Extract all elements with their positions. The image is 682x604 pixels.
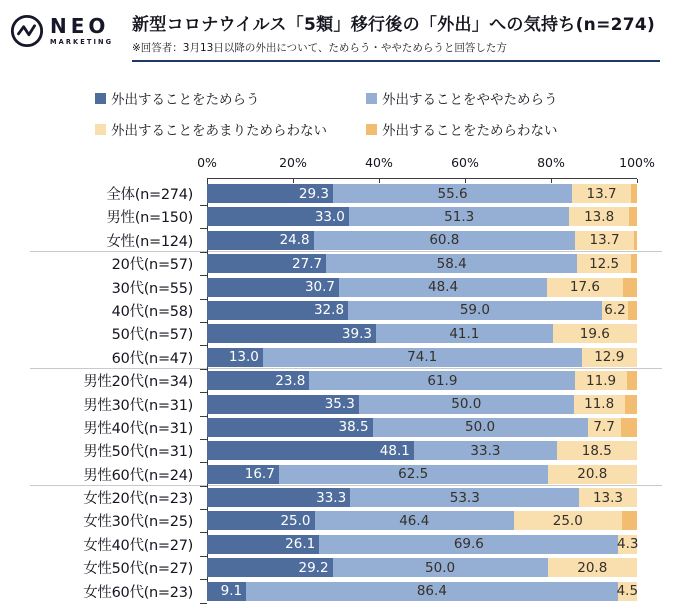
bar-segment-1: 62.5 <box>279 465 548 484</box>
chart-row <box>30 348 637 367</box>
bar-segment-0: 33.3 <box>207 488 350 507</box>
bar-track <box>207 395 637 414</box>
chart-row <box>30 278 637 297</box>
neo-marketing-logo <box>10 10 118 48</box>
bar-segment-2: 17.6 <box>547 278 623 297</box>
bar-segment-0: 32.8 <box>207 301 348 320</box>
bar-segment-3 <box>622 511 637 530</box>
row-label: 男性40代(n=31) <box>83 420 193 437</box>
x-axis <box>197 155 655 179</box>
x-axis-tick <box>551 179 552 183</box>
stacked-bar-chart <box>30 155 655 601</box>
bar-segment-1: 59.0 <box>348 301 602 320</box>
chart-row <box>30 441 637 460</box>
chart-row <box>30 535 637 554</box>
x-axis-tick <box>465 179 466 183</box>
bar-segment-3 <box>623 278 637 297</box>
row-boundary-tick <box>200 486 207 487</box>
row-boundary-tick <box>200 322 207 323</box>
row-label: 20代(n=57) <box>111 257 193 274</box>
chart-row <box>30 511 637 530</box>
bar-segment-3 <box>621 418 637 437</box>
row-label: 女性20代(n=23) <box>83 491 193 508</box>
chart-row <box>30 301 637 320</box>
x-axis-tick <box>637 179 638 183</box>
x-axis-tick <box>379 179 380 183</box>
row-boundary-tick <box>200 369 207 370</box>
bar-segment-0: 39.3 <box>207 324 376 343</box>
bar-segment-2: 6.2 <box>602 301 629 320</box>
row-label: 男性(n=150) <box>106 210 193 227</box>
chart-row <box>30 231 637 250</box>
row-boundary-tick <box>200 392 207 393</box>
bar-segment-0: 29.2 <box>207 558 333 577</box>
row-label: 男性30代(n=31) <box>83 397 193 414</box>
page-subtitle: ※回答者：3月13日以降の外出について、ためらう・ややためらうと回答した方 <box>132 42 507 54</box>
group-divider <box>30 485 662 486</box>
bar-track <box>207 301 637 320</box>
bar-segment-1: 50.0 <box>359 395 574 414</box>
legend-label: 外出することをややためらう <box>382 92 558 108</box>
bar-segment-2: 20.8 <box>548 465 637 484</box>
chart-row <box>30 371 637 390</box>
bar-segment-1: 69.6 <box>319 535 618 554</box>
group-divider <box>30 368 662 369</box>
bar-segment-2: 19.6 <box>553 324 637 343</box>
bar-segment-1: 48.4 <box>339 278 547 297</box>
row-boundary-tick <box>200 205 207 206</box>
bar-segment-3 <box>629 207 637 226</box>
logo-name: NEO <box>50 14 110 38</box>
legend-item-not-really-hesitate <box>95 119 366 139</box>
row-boundary-tick <box>200 509 207 510</box>
bar-segment-3 <box>631 184 637 203</box>
bar-segment-2: 4.3 <box>616 536 639 553</box>
bar-segment-1: 58.4 <box>326 254 577 273</box>
bar-track <box>207 465 637 484</box>
legend-label: 外出することをためらわない <box>382 123 558 139</box>
page-title: 新型コロナウイルス「5類」移行後の「外出」への気持ち(n=274) <box>132 15 656 35</box>
bar-segment-2: 12.9 <box>582 348 637 367</box>
bar-segment-0: 30.7 <box>207 278 339 297</box>
row-boundary-tick <box>200 439 207 440</box>
bar-segment-1: 61.9 <box>309 371 575 390</box>
bar-segment-2: 20.8 <box>548 558 637 577</box>
row-label: 60代(n=47) <box>111 350 193 367</box>
row-label: 女性50代(n=27) <box>83 561 193 578</box>
bar-segment-1: 33.3 <box>414 441 557 460</box>
chart-body <box>30 184 637 601</box>
bar-segment-0: 35.3 <box>207 395 359 414</box>
row-boundary-tick <box>200 252 207 253</box>
bar-segment-1: 46.4 <box>315 511 515 530</box>
legend-label: 外出することをためらう <box>111 92 260 108</box>
bar-segment-3 <box>631 254 637 273</box>
row-boundary-tick <box>200 462 207 463</box>
chart-legend <box>95 88 682 139</box>
row-label: 男性50代(n=31) <box>83 444 193 461</box>
bar-track <box>207 348 637 367</box>
bar-segment-2: 18.5 <box>557 441 637 460</box>
row-boundary-tick <box>200 275 207 276</box>
bar-segment-1: 53.3 <box>350 488 579 507</box>
bar-segment-2: 13.8 <box>569 207 628 226</box>
bar-track <box>207 254 637 273</box>
logo-sub: MARKETING <box>50 38 114 46</box>
bar-segment-1: 51.3 <box>349 207 570 226</box>
row-boundary-tick <box>200 532 207 533</box>
bar-segment-0: 29.3 <box>207 184 333 203</box>
bar-segment-2: 11.8 <box>574 395 625 414</box>
legend-item-hesitate <box>95 88 366 108</box>
legend-item-no-hesitate <box>366 119 682 139</box>
row-label: 30代(n=55) <box>111 280 193 297</box>
bar-segment-0: 38.5 <box>207 418 373 437</box>
chart-row <box>30 395 637 414</box>
bar-track <box>207 231 637 250</box>
chart-row <box>30 418 637 437</box>
bar-segment-2: 4.5 <box>616 583 639 600</box>
row-label: 女性60代(n=23) <box>83 584 193 601</box>
bar-segment-0: 25.0 <box>207 511 315 530</box>
chart-row <box>30 465 637 484</box>
x-axis-tick-label: 60% <box>451 155 479 170</box>
bar-track <box>207 582 637 601</box>
bar-track <box>207 278 637 297</box>
bar-segment-3 <box>628 301 637 320</box>
bar-segment-1: 55.6 <box>333 184 572 203</box>
bar-segment-0: 48.1 <box>207 441 414 460</box>
chart-row <box>30 324 637 343</box>
x-axis-line <box>207 178 637 179</box>
legend-swatch-hesitate <box>95 93 106 104</box>
bar-segment-0: 13.0 <box>207 348 263 367</box>
row-label: 40代(n=58) <box>111 303 193 320</box>
bar-segment-1: 41.1 <box>376 324 553 343</box>
bar-track <box>207 418 637 437</box>
chart-row <box>30 207 637 226</box>
row-label: 50代(n=57) <box>111 327 193 344</box>
bar-track <box>207 371 637 390</box>
bar-segment-0: 16.7 <box>207 465 279 484</box>
row-label: 女性30代(n=25) <box>83 514 193 531</box>
row-boundary-tick <box>200 579 207 580</box>
legend-item-somewhat-hesitate <box>366 88 682 108</box>
chart-row <box>30 582 637 601</box>
row-label: 男性60代(n=24) <box>83 467 193 484</box>
header <box>0 0 682 62</box>
legend-swatch-no-hesitate <box>366 124 377 135</box>
bar-segment-2: 13.3 <box>579 488 636 507</box>
bar-segment-3 <box>634 231 637 250</box>
bar-segment-0: 33.0 <box>207 207 349 226</box>
x-axis-tick-label: 80% <box>537 155 565 170</box>
bar-track <box>207 207 637 226</box>
bar-track <box>207 441 637 460</box>
bar-track <box>207 558 637 577</box>
row-boundary-tick <box>200 603 207 604</box>
bar-track <box>207 324 637 343</box>
row-boundary-tick <box>200 556 207 557</box>
bar-segment-3 <box>625 395 637 414</box>
bar-segment-0: 24.8 <box>207 231 314 250</box>
group-divider <box>30 251 662 252</box>
legend-label: 外出することをあまりためらわない <box>111 123 327 139</box>
bar-segment-2: 13.7 <box>572 184 631 203</box>
bar-segment-2: 12.5 <box>577 254 631 273</box>
row-boundary-tick <box>200 345 207 346</box>
bar-segment-2: 7.7 <box>588 418 621 437</box>
bar-segment-2: 11.9 <box>575 371 626 390</box>
bar-segment-1: 86.4 <box>246 582 618 601</box>
row-boundary-tick <box>200 299 207 300</box>
row-label: 全体(n=274) <box>106 187 193 203</box>
chart-row <box>30 254 637 273</box>
row-label: 男性20代(n=34) <box>83 374 193 391</box>
bar-track <box>207 535 637 554</box>
bar-track <box>207 511 637 530</box>
bar-track <box>207 488 637 507</box>
row-boundary-tick <box>200 416 207 417</box>
x-axis-tick <box>293 179 294 183</box>
x-axis-tick-label: 0% <box>197 155 217 170</box>
row-boundary-tick <box>200 228 207 229</box>
chart-rows <box>30 184 637 601</box>
bar-segment-0: 27.7 <box>207 254 326 273</box>
bar-segment-0: 23.8 <box>207 371 309 390</box>
header-text <box>132 10 660 62</box>
legend-swatch-not-really-hesitate <box>95 124 106 135</box>
x-axis-tick-label: 100% <box>619 155 655 170</box>
bar-track <box>207 184 637 203</box>
chart-row <box>30 488 637 507</box>
bar-segment-1: 50.0 <box>373 418 588 437</box>
row-label: 女性40代(n=27) <box>83 537 193 554</box>
bar-segment-1: 50.0 <box>333 558 548 577</box>
legend-swatch-somewhat-hesitate <box>366 93 377 104</box>
x-axis-tick-label: 20% <box>279 155 307 170</box>
bar-segment-0: 26.1 <box>207 535 319 554</box>
bar-segment-1: 60.8 <box>314 231 575 250</box>
bar-segment-0: 9.1 <box>207 582 246 601</box>
bar-segment-1: 74.1 <box>263 348 582 367</box>
bar-segment-3 <box>627 371 637 390</box>
row-label: 女性(n=124) <box>106 233 193 250</box>
logo-pulse-icon <box>10 14 44 48</box>
bar-segment-2: 25.0 <box>514 511 622 530</box>
chart-row <box>30 184 637 203</box>
bar-segment-2: 13.7 <box>575 231 634 250</box>
chart-row <box>30 558 637 577</box>
x-axis-tick-label: 40% <box>365 155 393 170</box>
